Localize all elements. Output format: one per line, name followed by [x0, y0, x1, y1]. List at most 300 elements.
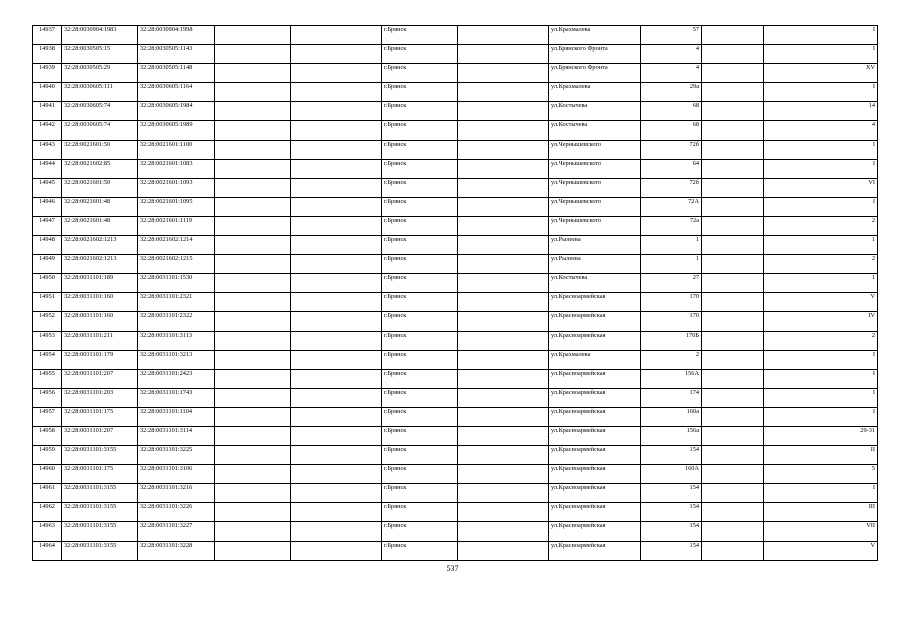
house-number-cell: 68 [641, 102, 702, 121]
table-row [33, 83, 878, 102]
city-cell: г.Брянск [382, 465, 458, 484]
empty-cell [291, 197, 382, 216]
city-cell: г.Брянск [382, 388, 458, 407]
empty-cell [215, 503, 291, 522]
empty-cell [215, 102, 291, 121]
parcel-cadastral-number-cell: 32:28:0030605:74 [62, 102, 138, 121]
street-cell: ул.Чернышевского [549, 178, 641, 197]
house-number-cell: 1 [641, 255, 702, 274]
city-cell: г.Брянск [382, 159, 458, 178]
object-cadastral-number-cell: 32:28:0031101:3225 [138, 446, 215, 465]
object-cadastral-number-cell: 32:28:0021601:1100 [138, 140, 215, 159]
house-number-cell: 29а [641, 83, 702, 102]
city-cell: г.Брянск [382, 541, 458, 560]
parcel-cadastral-number-cell: 32:28:0030904:1983 [62, 26, 138, 45]
empty-cell [458, 236, 549, 255]
empty-cell [458, 45, 549, 64]
table-row [33, 312, 878, 331]
unit-number-cell: I [764, 140, 878, 159]
house-number-cell: 72б [641, 140, 702, 159]
row-number-cell: 14952 [33, 312, 62, 331]
row-number-cell: 14947 [33, 216, 62, 235]
empty-cell [702, 64, 764, 83]
unit-number-cell: I [764, 407, 878, 426]
table-row [33, 64, 878, 83]
parcel-cadastral-number-cell: 32:28:0030505:29 [62, 64, 138, 83]
empty-cell [215, 446, 291, 465]
city-cell: г.Брянск [382, 312, 458, 331]
object-cadastral-number-cell: 32:28:0021601:1095 [138, 197, 215, 216]
empty-cell [702, 369, 764, 388]
street-cell: ул.Брянского Фронта [549, 64, 641, 83]
parcel-cadastral-number-cell: 32:28:0030605:74 [62, 121, 138, 140]
empty-cell [215, 83, 291, 102]
empty-cell [215, 26, 291, 45]
row-number-cell: 14964 [33, 541, 62, 560]
house-number-cell: 156А [641, 369, 702, 388]
table-row [33, 197, 878, 216]
row-number-cell: 14950 [33, 274, 62, 293]
empty-cell [291, 64, 382, 83]
object-cadastral-number-cell: 32:28:0030605:1984 [138, 102, 215, 121]
object-cadastral-number-cell: 32:28:0031101:3216 [138, 484, 215, 503]
empty-cell [291, 102, 382, 121]
unit-number-cell: I [764, 388, 878, 407]
empty-cell [458, 426, 549, 445]
empty-cell [291, 255, 382, 274]
row-number-cell: 14944 [33, 159, 62, 178]
city-cell: г.Брянск [382, 178, 458, 197]
parcel-cadastral-number-cell: 32:28:0030505:15 [62, 45, 138, 64]
house-number-cell: 174 [641, 388, 702, 407]
empty-cell [702, 45, 764, 64]
empty-cell [702, 503, 764, 522]
empty-cell [291, 45, 382, 64]
row-number-cell: 14951 [33, 293, 62, 312]
registry-sheet [32, 25, 877, 561]
street-cell: ул.Красноармейская [549, 465, 641, 484]
empty-cell [215, 522, 291, 541]
empty-cell [291, 121, 382, 140]
parcel-cadastral-number-cell: 32:28:0031101:179 [62, 350, 138, 369]
empty-cell [215, 236, 291, 255]
unit-number-cell: III [764, 503, 878, 522]
unit-number-cell: 4 [764, 121, 878, 140]
table-row [33, 446, 878, 465]
empty-cell [702, 102, 764, 121]
table-row [33, 465, 878, 484]
empty-cell [458, 484, 549, 503]
parcel-cadastral-number-cell: 32:28:0021601:50 [62, 178, 138, 197]
unit-number-cell: I [764, 83, 878, 102]
parcel-cadastral-number-cell: 32:28:0021602:85 [62, 159, 138, 178]
house-number-cell: 154 [641, 522, 702, 541]
house-number-cell: 4 [641, 45, 702, 64]
empty-cell [215, 541, 291, 560]
street-cell: ул.Костычева [549, 121, 641, 140]
empty-cell [458, 407, 549, 426]
empty-cell [702, 121, 764, 140]
object-cadastral-number-cell: 32:28:0021601:1119 [138, 216, 215, 235]
house-number-cell: 154 [641, 446, 702, 465]
row-number-cell: 14948 [33, 236, 62, 255]
unit-number-cell: 14 [764, 102, 878, 121]
empty-cell [458, 388, 549, 407]
unit-number-cell: 2 [764, 216, 878, 235]
empty-cell [291, 407, 382, 426]
table-row [33, 522, 878, 541]
unit-number-cell: I [764, 159, 878, 178]
street-cell: ул.Костычева [549, 102, 641, 121]
parcel-cadastral-number-cell: 32:28:0021602:1213 [62, 236, 138, 255]
empty-cell [291, 216, 382, 235]
empty-cell [291, 426, 382, 445]
unit-number-cell: II [764, 446, 878, 465]
unit-number-cell: 1 [764, 274, 878, 293]
empty-cell [291, 293, 382, 312]
object-cadastral-number-cell: 32:28:0021601:1083 [138, 159, 215, 178]
object-cadastral-number-cell: 32:28:0030505:1143 [138, 45, 215, 64]
object-cadastral-number-cell: 32:28:0030505:1148 [138, 64, 215, 83]
empty-cell [215, 159, 291, 178]
object-cadastral-number-cell: 32:28:0030904:1998 [138, 26, 215, 45]
street-cell: ул.Чернышевского [549, 140, 641, 159]
table-row [33, 369, 878, 388]
empty-cell [291, 83, 382, 102]
empty-cell [291, 312, 382, 331]
object-cadastral-number-cell: 32:28:0031101:3228 [138, 541, 215, 560]
row-number-cell: 14939 [33, 64, 62, 83]
street-cell: ул.Красноармейская [549, 446, 641, 465]
empty-cell [702, 140, 764, 159]
house-number-cell: 68 [641, 121, 702, 140]
empty-cell [458, 522, 549, 541]
table-row [33, 159, 878, 178]
table-row [33, 236, 878, 255]
registry-table [32, 25, 878, 561]
object-cadastral-number-cell: 32:28:0031101:3227 [138, 522, 215, 541]
empty-cell [291, 274, 382, 293]
table-row [33, 274, 878, 293]
empty-cell [702, 312, 764, 331]
empty-cell [458, 465, 549, 484]
unit-number-cell: I [764, 350, 878, 369]
city-cell: г.Брянск [382, 484, 458, 503]
row-number-cell: 14959 [33, 446, 62, 465]
empty-cell [458, 83, 549, 102]
empty-cell [215, 178, 291, 197]
empty-cell [215, 465, 291, 484]
empty-cell [215, 216, 291, 235]
object-cadastral-number-cell: 32:28:0030605:1989 [138, 121, 215, 140]
table-row [33, 140, 878, 159]
street-cell: ул.Красноармейская [549, 541, 641, 560]
object-cadastral-number-cell: 32:28:0031101:1104 [138, 407, 215, 426]
street-cell: ул.Красноармейская [549, 293, 641, 312]
row-number-cell: 14956 [33, 388, 62, 407]
unit-number-cell: V [764, 541, 878, 560]
house-number-cell: 72а [641, 216, 702, 235]
table-row [33, 350, 878, 369]
table-row [33, 503, 878, 522]
registry-body [33, 26, 878, 561]
empty-cell [702, 159, 764, 178]
object-cadastral-number-cell: 32:28:0031101:2423 [138, 369, 215, 388]
row-number-cell: 14941 [33, 102, 62, 121]
empty-cell [291, 26, 382, 45]
house-number-cell: 154 [641, 541, 702, 560]
parcel-cadastral-number-cell: 32:28:0031101:160 [62, 293, 138, 312]
unit-number-cell: I [764, 45, 878, 64]
house-number-cell: 170 [641, 312, 702, 331]
empty-cell [702, 350, 764, 369]
parcel-cadastral-number-cell: 32:28:0031101:207 [62, 426, 138, 445]
row-number-cell: 14938 [33, 45, 62, 64]
row-number-cell: 14954 [33, 350, 62, 369]
table-row [33, 255, 878, 274]
unit-number-cell: I [764, 369, 878, 388]
empty-cell [458, 178, 549, 197]
street-cell: ул.Крахмалева [549, 350, 641, 369]
empty-cell [215, 293, 291, 312]
city-cell: г.Брянск [382, 255, 458, 274]
empty-cell [702, 331, 764, 350]
house-number-cell: 1 [641, 236, 702, 255]
row-number-cell: 14963 [33, 522, 62, 541]
empty-cell [458, 255, 549, 274]
unit-number-cell: VI [764, 178, 878, 197]
empty-cell [702, 178, 764, 197]
empty-cell [702, 255, 764, 274]
object-cadastral-number-cell: 32:28:0031101:3213 [138, 350, 215, 369]
city-cell: г.Брянск [382, 102, 458, 121]
parcel-cadastral-number-cell: 32:28:0031101:3155 [62, 503, 138, 522]
empty-cell [458, 140, 549, 159]
empty-cell [291, 541, 382, 560]
empty-cell [291, 331, 382, 350]
city-cell: г.Брянск [382, 236, 458, 255]
row-number-cell: 14962 [33, 503, 62, 522]
house-number-cell: 160А [641, 465, 702, 484]
empty-cell [458, 121, 549, 140]
empty-cell [702, 83, 764, 102]
parcel-cadastral-number-cell: 32:28:0021601:48 [62, 197, 138, 216]
empty-cell [215, 350, 291, 369]
parcel-cadastral-number-cell: 32:28:0031101:3155 [62, 484, 138, 503]
empty-cell [702, 541, 764, 560]
parcel-cadastral-number-cell: 32:28:0031101:207 [62, 369, 138, 388]
city-cell: г.Брянск [382, 331, 458, 350]
house-number-cell: 154 [641, 503, 702, 522]
street-cell: ул.Красноармейская [549, 331, 641, 350]
street-cell: ул.Костычева [549, 274, 641, 293]
empty-cell [458, 503, 549, 522]
street-cell: ул.Чернышевского [549, 197, 641, 216]
street-cell: ул.Красноармейская [549, 426, 641, 445]
city-cell: г.Брянск [382, 522, 458, 541]
empty-cell [702, 197, 764, 216]
empty-cell [702, 465, 764, 484]
empty-cell [215, 388, 291, 407]
empty-cell [458, 446, 549, 465]
empty-cell [702, 426, 764, 445]
empty-cell [458, 274, 549, 293]
table-row [33, 426, 878, 445]
unit-number-cell: 2 [764, 331, 878, 350]
table-row [33, 484, 878, 503]
object-cadastral-number-cell: 32:28:0031101:1743 [138, 388, 215, 407]
row-number-cell: 14955 [33, 369, 62, 388]
object-cadastral-number-cell: 32:28:0031101:2322 [138, 312, 215, 331]
empty-cell [702, 446, 764, 465]
unit-number-cell: IV [764, 312, 878, 331]
house-number-cell: 154 [641, 484, 702, 503]
unit-number-cell: XV [764, 64, 878, 83]
unit-number-cell: I [764, 484, 878, 503]
empty-cell [291, 503, 382, 522]
parcel-cadastral-number-cell: 32:28:0031101:211 [62, 331, 138, 350]
street-cell: ул.Брянского Фронта [549, 45, 641, 64]
parcel-cadastral-number-cell: 32:28:0021601:50 [62, 140, 138, 159]
street-cell: ул.Крахмалева [549, 83, 641, 102]
row-number-cell: 14940 [33, 83, 62, 102]
row-number-cell: 14943 [33, 140, 62, 159]
parcel-cadastral-number-cell: 32:28:0031101:160 [62, 312, 138, 331]
table-row [33, 293, 878, 312]
city-cell: г.Брянск [382, 407, 458, 426]
unit-number-cell: I [764, 197, 878, 216]
city-cell: г.Брянск [382, 446, 458, 465]
object-cadastral-number-cell: 32:28:0031101:3114 [138, 426, 215, 445]
object-cadastral-number-cell: 32:28:0021602:1214 [138, 236, 215, 255]
house-number-cell: 2 [641, 350, 702, 369]
parcel-cadastral-number-cell: 32:28:0021601:48 [62, 216, 138, 235]
empty-cell [458, 102, 549, 121]
empty-cell [458, 369, 549, 388]
street-cell: ул.Рылеева [549, 255, 641, 274]
empty-cell [291, 522, 382, 541]
parcel-cadastral-number-cell: 32:28:0021602:1213 [62, 255, 138, 274]
object-cadastral-number-cell: 32:28:0030605:1164 [138, 83, 215, 102]
row-number-cell: 14949 [33, 255, 62, 274]
city-cell: г.Брянск [382, 503, 458, 522]
parcel-cadastral-number-cell: 32:28:0031101:175 [62, 465, 138, 484]
empty-cell [215, 197, 291, 216]
city-cell: г.Брянск [382, 293, 458, 312]
street-cell: ул.Красноармейская [549, 369, 641, 388]
table-row [33, 121, 878, 140]
empty-cell [702, 216, 764, 235]
empty-cell [215, 426, 291, 445]
empty-cell [291, 350, 382, 369]
empty-cell [215, 140, 291, 159]
table-row [33, 26, 878, 45]
page-number: 537 [446, 564, 459, 573]
street-cell: ул.Красноармейская [549, 312, 641, 331]
empty-cell [215, 45, 291, 64]
street-cell: ул.Чернышевского [549, 216, 641, 235]
table-row [33, 331, 878, 350]
empty-cell [702, 26, 764, 45]
table-row [33, 407, 878, 426]
house-number-cell: 72А [641, 197, 702, 216]
parcel-cadastral-number-cell: 32:28:0031101:3155 [62, 446, 138, 465]
object-cadastral-number-cell: 32:28:0031101:2321 [138, 293, 215, 312]
empty-cell [291, 446, 382, 465]
empty-cell [215, 312, 291, 331]
house-number-cell: 72б [641, 178, 702, 197]
row-number-cell: 14958 [33, 426, 62, 445]
table-row [33, 178, 878, 197]
unit-number-cell: 2 [764, 255, 878, 274]
empty-cell [291, 178, 382, 197]
empty-cell [702, 236, 764, 255]
empty-cell [702, 407, 764, 426]
empty-cell [215, 407, 291, 426]
empty-cell [458, 159, 549, 178]
empty-cell [458, 26, 549, 45]
empty-cell [291, 388, 382, 407]
unit-number-cell: I [764, 26, 878, 45]
empty-cell [291, 140, 382, 159]
city-cell: г.Брянск [382, 45, 458, 64]
street-cell: ул.Крахмалева [549, 26, 641, 45]
object-cadastral-number-cell: 32:28:0031101:3226 [138, 503, 215, 522]
empty-cell [458, 312, 549, 331]
empty-cell [291, 236, 382, 255]
empty-cell [215, 274, 291, 293]
unit-number-cell: V [764, 293, 878, 312]
parcel-cadastral-number-cell: 32:28:0031101:3155 [62, 522, 138, 541]
city-cell: г.Брянск [382, 197, 458, 216]
unit-number-cell: 5 [764, 465, 878, 484]
house-number-cell: 64 [641, 159, 702, 178]
row-number-cell: 14961 [33, 484, 62, 503]
empty-cell [215, 331, 291, 350]
table-row [33, 216, 878, 235]
street-cell: ул.Красноармейская [549, 484, 641, 503]
city-cell: г.Брянск [382, 64, 458, 83]
empty-cell [702, 522, 764, 541]
empty-cell [291, 159, 382, 178]
empty-cell [458, 541, 549, 560]
house-number-cell: 57 [641, 26, 702, 45]
empty-cell [458, 64, 549, 83]
empty-cell [215, 484, 291, 503]
empty-cell [291, 369, 382, 388]
row-number-cell: 14946 [33, 197, 62, 216]
empty-cell [702, 388, 764, 407]
empty-cell [458, 216, 549, 235]
street-cell: ул.Красноармейская [549, 407, 641, 426]
empty-cell [215, 64, 291, 83]
table-row [33, 45, 878, 64]
city-cell: г.Брянск [382, 140, 458, 159]
table-row [33, 541, 878, 560]
city-cell: г.Брянск [382, 350, 458, 369]
empty-cell [215, 369, 291, 388]
empty-cell [458, 293, 549, 312]
street-cell: ул.Красноармейская [549, 522, 641, 541]
empty-cell [458, 197, 549, 216]
row-number-cell: 14953 [33, 331, 62, 350]
empty-cell [702, 293, 764, 312]
empty-cell [215, 255, 291, 274]
house-number-cell: 156а [641, 426, 702, 445]
parcel-cadastral-number-cell: 32:28:0031101:189 [62, 274, 138, 293]
city-cell: г.Брянск [382, 83, 458, 102]
object-cadastral-number-cell: 32:28:0031101:1530 [138, 274, 215, 293]
